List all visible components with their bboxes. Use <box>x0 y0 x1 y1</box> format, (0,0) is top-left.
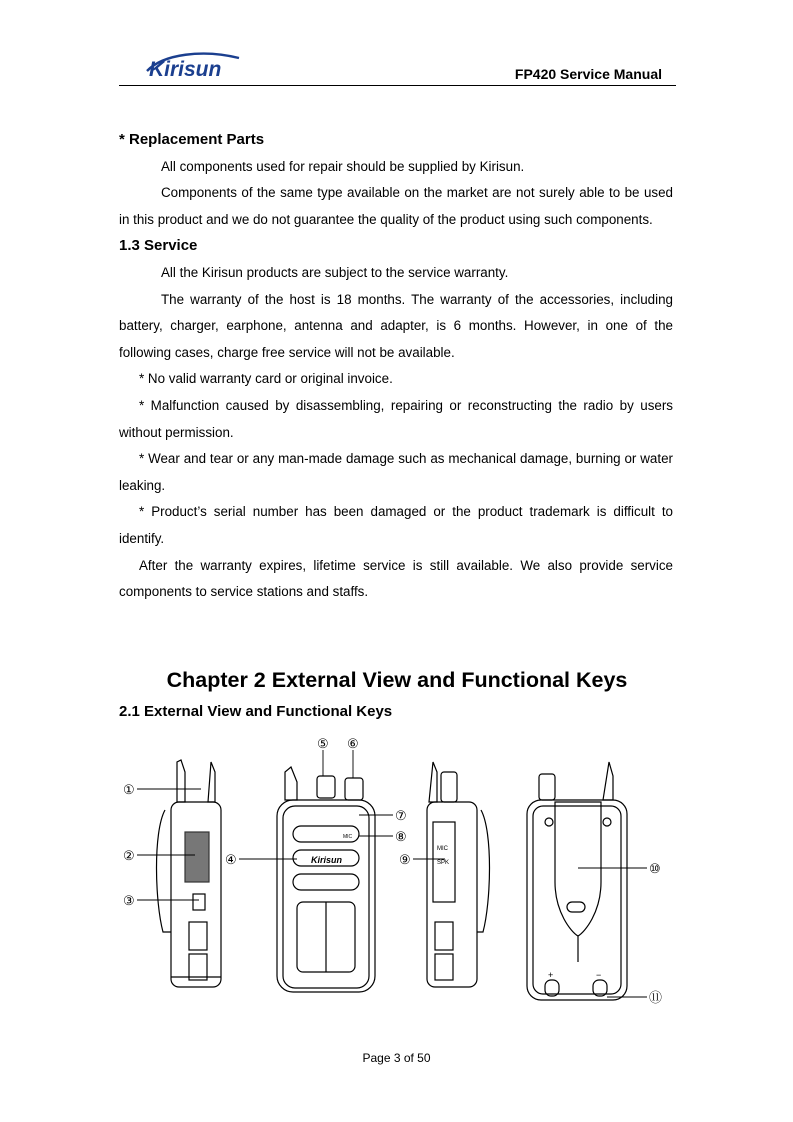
service-bullet-1: * No valid warranty card or original invoice. <box>139 371 393 387</box>
radio-right-side-view <box>427 762 490 987</box>
back-antenna <box>603 762 613 800</box>
right-belt-clip <box>477 810 490 932</box>
logo-text: Kirisun <box>149 58 222 80</box>
speaker-slot-3 <box>293 874 359 890</box>
right-knob <box>441 772 457 802</box>
section-heading: 2.1 External View and Functional Keys <box>119 703 393 720</box>
volume-knob <box>345 778 363 800</box>
radio-views-figure <box>115 732 675 1012</box>
left-side-key <box>193 894 205 910</box>
header-title: FP420 Service Manual <box>514 66 662 82</box>
left-belt-clip <box>157 810 172 932</box>
radio-front-view <box>277 767 375 992</box>
callout-9: ⑨ <box>399 852 411 867</box>
left-antenna-back <box>208 762 215 802</box>
back-clip-slot <box>567 902 585 912</box>
back-battery <box>533 806 621 994</box>
callout-5: ⑤ <box>317 736 329 751</box>
back-screw-right <box>603 818 611 826</box>
callout-8: ⑧ <box>395 829 407 844</box>
front-logo: Kirisun <box>311 855 343 865</box>
page-number: Page 3 of 50 <box>362 1051 431 1065</box>
service-p1: All the Kirisun products are subject to the service warranty. <box>161 264 509 280</box>
service-bullet-2: * Malfunction caused by disassembling, repairing or reconstructing the radio by users without permission. <box>119 397 673 440</box>
back-knob <box>539 774 555 800</box>
front-antenna <box>285 767 297 800</box>
chapter-title: Chapter 2 External View and Functional Keys <box>166 668 628 692</box>
service-p3: After the warranty expires, lifetime service is still available. We also provide service components to service stations and staffs. <box>119 557 673 600</box>
right-antenna <box>429 762 437 802</box>
left-antenna <box>177 760 185 802</box>
callout-1: ① <box>123 782 135 797</box>
right-mic-label: MIC <box>437 846 448 852</box>
body-text <box>119 127 673 606</box>
replacement-p1: All components used for repair should be supplied by Kirisun. <box>161 158 525 174</box>
right-spk-label: SPK <box>437 860 450 866</box>
header-rule <box>119 85 676 86</box>
service-bullet-4: * Product’s serial number has been damaged or the product trademark is difficult to identify. <box>119 504 673 546</box>
radio-left-side-view <box>157 760 222 987</box>
channel-knob <box>317 776 335 798</box>
back-screw-left <box>545 818 553 826</box>
replacement-heading: * Replacement Parts <box>119 131 265 148</box>
service-bullet-3: * Wear and tear or any man-made damage such as mechanical damage, burning or water leaking. <box>119 451 673 493</box>
replacement-p2: Components of the same type available on the market are not surely able to be used in this product and we do not guarantee the quality of the product using such components. <box>119 185 673 227</box>
callout-6: ⑥ <box>347 736 359 751</box>
kirisun-logo <box>143 50 243 80</box>
left-lower-slot <box>189 922 207 950</box>
callout-2: ② <box>123 848 135 863</box>
callout-3: ③ <box>123 893 135 908</box>
radio-back-view <box>527 762 627 1000</box>
service-p2: The warranty of the host is 18 months. The warranty of the accessories, including battery, charger, earphone, antenna and adapter, is 6 months. However, in one of the following cases, charge free service will not be available. <box>119 291 673 360</box>
back-minus-label: − <box>596 970 602 980</box>
left-bottom-slot <box>189 954 207 980</box>
callout-leaders <box>137 750 647 997</box>
service-heading: 1.3 Service <box>119 237 198 255</box>
callout-4: ④ <box>225 852 237 867</box>
callout-10: ⑩ <box>649 861 661 876</box>
back-plus-label: + <box>548 970 554 980</box>
front-mic-text: MIC <box>343 834 353 840</box>
right-bottom-slot <box>435 954 453 980</box>
back-body <box>527 800 627 1000</box>
right-lower-slot <box>435 922 453 950</box>
callout-7: ⑦ <box>395 808 407 823</box>
left-ptt-grip <box>185 832 209 882</box>
callout-11: ⑪ <box>649 990 663 1005</box>
back-belt-clip <box>555 802 601 936</box>
